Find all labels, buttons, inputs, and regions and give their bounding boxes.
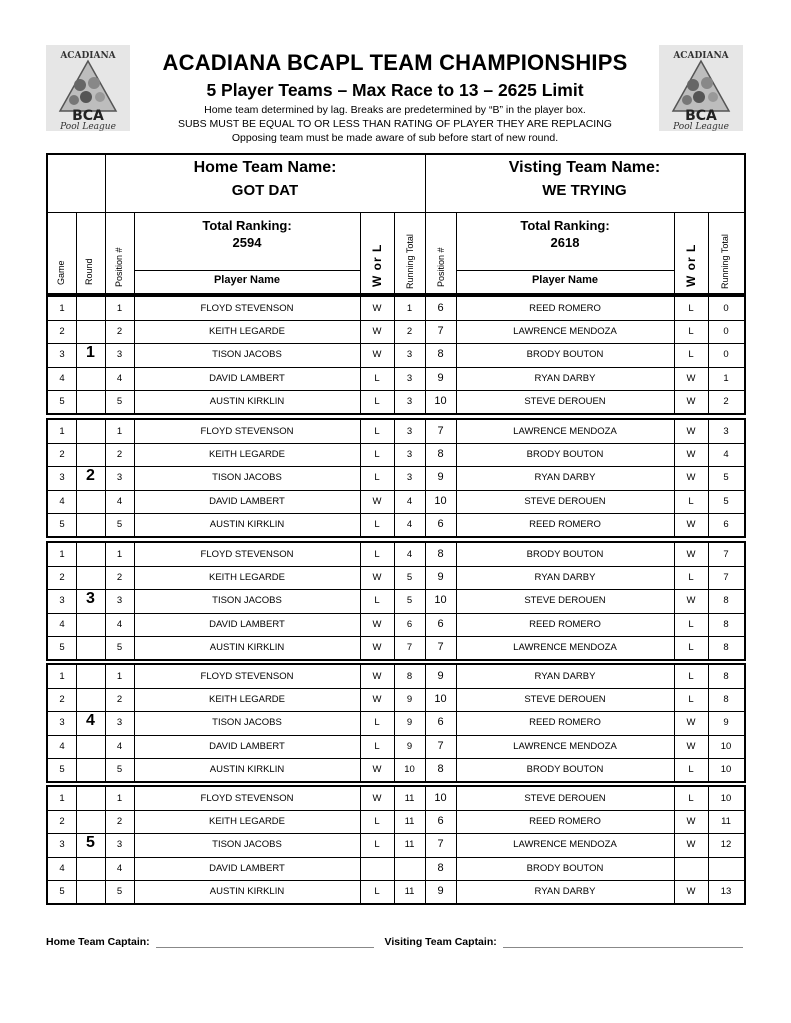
visiting-captain-label: Visiting Team Captain: xyxy=(384,936,497,948)
cell-vname: STEVE DEROUEN xyxy=(524,595,606,607)
cell-hwl: L xyxy=(374,885,380,897)
visiting-captain-signature-line[interactable] xyxy=(503,947,743,948)
cell-game: 3 xyxy=(59,472,65,484)
cell-vwl: L xyxy=(688,763,694,775)
cell-hwl: W xyxy=(372,303,382,314)
cell-vname: BRODY BOUTON xyxy=(526,449,604,461)
cell-vwl: L xyxy=(688,618,694,630)
table-row xyxy=(48,466,744,489)
cell-vp: 7 xyxy=(437,425,444,437)
cell-hrt: 7 xyxy=(406,641,413,653)
cell-hname: FLOYD STEVENSON xyxy=(200,303,294,314)
cell-hp: 4 xyxy=(116,862,123,874)
cell-vname: BRODY BOUTON xyxy=(526,349,604,361)
cell-vp: 8 xyxy=(437,548,444,560)
cell-vname: LAWRENCE MENDOZA xyxy=(513,326,617,338)
home-captain-label: Home Team Captain: xyxy=(46,936,150,948)
cell-hp: 5 xyxy=(116,518,123,530)
cell-hrt: 11 xyxy=(404,816,415,828)
cell-hwl: L xyxy=(374,395,380,407)
cell-hname: DAVID LAMBERT xyxy=(209,495,285,507)
cell-hname: FLOYD STEVENSON xyxy=(200,793,294,804)
cell-vp: 10 xyxy=(434,394,447,407)
cell-game: 5 xyxy=(59,641,65,653)
cell-vp: 9 xyxy=(437,371,444,384)
cell-vwl: L xyxy=(688,349,694,361)
cell-hwl: L xyxy=(374,595,380,607)
cell-vname: RYAN DARBY xyxy=(534,885,596,897)
col-header-position-home: Position # xyxy=(114,247,124,287)
cell-vwl: W xyxy=(686,839,696,851)
cell-vrt: 8 xyxy=(723,694,729,706)
table-row xyxy=(48,490,744,513)
cell-vp: 8 xyxy=(437,448,444,461)
cell-hp: 5 xyxy=(116,885,123,897)
cell-hp: 3 xyxy=(116,349,123,361)
bca-logo-left xyxy=(46,45,130,131)
cell-hwl: W xyxy=(372,618,382,630)
cell-vp: 6 xyxy=(437,517,444,530)
cell-vrt: 4 xyxy=(723,449,729,461)
home-team-label: Home Team Name: xyxy=(193,159,337,176)
rule-note-1: Home team determined by lag. Breaks are predetermined by “B” in the player box. xyxy=(204,104,586,116)
cell-vrt: 8 xyxy=(723,618,729,630)
cell-hname: KEITH LEGARDE xyxy=(208,326,286,338)
cell-vwl: W xyxy=(686,395,696,407)
cell-hrt: 11 xyxy=(404,885,415,897)
cell-hp: 2 xyxy=(116,572,123,584)
page-title: ACADIANA BCAPL TEAM CHAMPIONSHIPS xyxy=(162,50,628,75)
cell-vname: RYAN DARBY xyxy=(534,572,596,584)
cell-hwl: W xyxy=(372,694,382,706)
cell-hwl: W xyxy=(372,349,382,361)
cell-vp: 8 xyxy=(437,861,444,874)
cell-hname: KEITH LEGARDE xyxy=(208,449,286,461)
cell-hrt: 3 xyxy=(406,372,413,384)
cell-vrt: 0 xyxy=(723,303,729,314)
cell-vwl: W xyxy=(686,885,696,897)
cell-game: 4 xyxy=(59,740,65,752)
cell-vp: 10 xyxy=(434,594,447,607)
round-block xyxy=(46,785,746,905)
home-team-name: GOT DAT xyxy=(231,182,299,199)
cell-vp: 10 xyxy=(434,792,447,804)
cell-hp: 3 xyxy=(116,717,123,729)
cell-hrt: 11 xyxy=(404,793,415,804)
cell-vrt: 2 xyxy=(723,395,729,407)
cell-hname: AUSTIN KIRKLIN xyxy=(209,395,285,407)
cell-hname: TISON JACOBS xyxy=(212,349,282,361)
cell-game: 2 xyxy=(59,816,65,828)
cell-hp: 1 xyxy=(116,671,123,682)
cell-vwl: L xyxy=(688,694,694,706)
cell-vwl: W xyxy=(686,595,696,607)
cell-vrt: 5 xyxy=(723,472,729,484)
cell-hp: 3 xyxy=(116,839,123,851)
table-row xyxy=(48,688,744,711)
table-row xyxy=(48,613,744,636)
cell-hname: KEITH LEGARDE xyxy=(208,572,286,584)
cell-hrt: 4 xyxy=(406,495,413,507)
cell-hwl: L xyxy=(374,717,380,729)
table-row xyxy=(48,513,744,536)
cell-vwl: W xyxy=(686,472,696,484)
rule-note-2: SUBS MUST BE EQUAL TO OR LESS THAN RATING OF PLAYER THEY ARE REPLACING xyxy=(178,118,612,130)
cell-vrt: 11 xyxy=(721,816,731,828)
cell-vwl: L xyxy=(688,641,694,653)
table-row xyxy=(48,589,744,612)
col-header-round: Round xyxy=(84,258,94,285)
cell-vwl: L xyxy=(688,793,694,804)
cell-hname: TISON JACOBS xyxy=(212,839,282,851)
logo-text-top: ACADIANA xyxy=(60,51,116,61)
cell-vname: STEVE DEROUEN xyxy=(524,694,606,706)
cell-hname: KEITH LEGARDE xyxy=(208,694,286,706)
col-header-position-visit: Position # xyxy=(436,247,446,287)
cell-game: 3 xyxy=(59,839,65,851)
cell-vwl: W xyxy=(686,549,696,560)
cell-vrt: 0 xyxy=(723,349,729,361)
cell-hwl: W xyxy=(372,495,382,507)
cell-vrt: 3 xyxy=(723,426,729,437)
cell-vrt: 8 xyxy=(723,595,729,607)
cell-hp: 1 xyxy=(116,549,123,560)
cell-hrt: 9 xyxy=(406,694,413,706)
cell-hwl: L xyxy=(374,518,380,530)
cell-hrt: 11 xyxy=(404,839,415,851)
cell-game: 1 xyxy=(59,549,65,560)
cell-hwl: L xyxy=(374,549,380,560)
cell-hwl: L xyxy=(374,372,380,384)
cell-vwl: W xyxy=(686,372,696,384)
cell-vp: 9 xyxy=(437,884,444,897)
round-block xyxy=(46,418,746,538)
cell-hrt: 3 xyxy=(406,395,413,407)
cell-hwl: L xyxy=(374,839,380,851)
cell-vwl: W xyxy=(686,426,696,437)
cell-game: 2 xyxy=(59,449,65,461)
visit-wl-header: W or L xyxy=(684,243,698,287)
cell-hrt: 2 xyxy=(406,326,413,338)
cell-hp: 1 xyxy=(116,793,123,804)
cell-hname: AUSTIN KIRKLIN xyxy=(209,518,285,530)
round-number: 4 xyxy=(86,712,95,729)
cell-hname: DAVID LAMBERT xyxy=(209,862,285,874)
cell-hname: DAVID LAMBERT xyxy=(209,618,285,630)
cell-game: 4 xyxy=(59,862,65,874)
home-total-ranking: 2594 xyxy=(232,235,262,250)
cell-vp: 9 xyxy=(437,571,444,584)
cell-hwl: L xyxy=(374,816,380,828)
cell-hname: TISON JACOBS xyxy=(212,595,282,607)
cell-vwl: L xyxy=(688,671,694,682)
cell-game: 2 xyxy=(59,572,65,584)
cell-vwl: L xyxy=(688,326,694,338)
cell-game: 3 xyxy=(59,349,65,361)
home-total-ranking-label: Total Ranking: xyxy=(202,218,292,233)
cell-hwl: L xyxy=(374,472,380,484)
cell-hp: 2 xyxy=(116,816,123,828)
cell-game: 2 xyxy=(59,326,65,338)
cell-vrt xyxy=(708,857,744,880)
table-row xyxy=(48,420,744,443)
cell-vrt: 10 xyxy=(720,740,732,752)
cell-hrt: 9 xyxy=(406,740,413,752)
cell-hp: 2 xyxy=(116,449,123,461)
cell-hrt xyxy=(394,857,425,880)
cell-vname: BRODY BOUTON xyxy=(526,862,604,874)
logo-text-bottom: Pool League xyxy=(60,122,116,131)
cell-vname: RYAN DARBY xyxy=(534,671,596,682)
table-row xyxy=(48,711,744,734)
visit-total-ranking: 2618 xyxy=(550,235,580,250)
cell-vname: REED ROMERO xyxy=(529,303,601,314)
cell-vname: BRODY BOUTON xyxy=(526,549,604,560)
cell-vwl: W xyxy=(686,518,696,530)
cell-hp: 3 xyxy=(116,472,123,484)
cell-vrt: 12 xyxy=(720,839,732,851)
cell-hrt: 9 xyxy=(406,717,413,729)
rule-note-3: Opposing team must be made aware of sub before start of new round. xyxy=(231,132,559,144)
logo-text-mid: BCA xyxy=(72,108,104,124)
cell-hwl: W xyxy=(372,793,382,804)
cell-vname: RYAN DARBY xyxy=(534,372,596,384)
cell-hwl: W xyxy=(372,763,382,775)
round-block xyxy=(46,541,746,661)
logo-text-top: ACADIANA xyxy=(673,51,729,61)
score-sheet-header xyxy=(46,153,746,295)
cell-game: 1 xyxy=(59,793,65,804)
cell-hname: FLOYD STEVENSON xyxy=(200,549,294,560)
cell-hrt: 4 xyxy=(406,549,413,560)
table-row xyxy=(48,833,744,856)
table-row xyxy=(48,880,744,903)
cell-vname: LAWRENCE MENDOZA xyxy=(513,740,617,752)
cell-vp: 6 xyxy=(437,815,444,828)
table-row xyxy=(48,343,744,366)
cell-game: 3 xyxy=(59,717,65,729)
cell-hrt: 8 xyxy=(406,671,413,682)
table-row xyxy=(48,390,744,413)
table-row xyxy=(48,320,744,343)
cell-hrt: 5 xyxy=(406,572,413,584)
round-number: 3 xyxy=(86,590,95,607)
cell-vrt: 7 xyxy=(723,572,729,584)
cell-hrt: 3 xyxy=(406,349,413,361)
cell-hname: FLOYD STEVENSON xyxy=(200,671,294,682)
cell-hp: 4 xyxy=(116,372,123,384)
cell-vwl: W xyxy=(686,717,696,729)
cell-hwl: L xyxy=(374,449,380,461)
cell-vwl xyxy=(674,857,708,880)
cell-hname: DAVID LAMBERT xyxy=(209,740,285,752)
cell-vwl: W xyxy=(686,449,696,461)
cell-game: 1 xyxy=(59,426,65,437)
table-row xyxy=(48,787,744,810)
cell-hp: 3 xyxy=(116,595,123,607)
cell-vname: STEVE DEROUEN xyxy=(524,395,606,407)
cell-hname: KEITH LEGARDE xyxy=(208,816,286,828)
logo-text-mid: BCA xyxy=(685,108,717,124)
visit-player-name-header: Player Name xyxy=(531,274,599,286)
cell-vrt: 6 xyxy=(723,518,729,530)
cell-hname: AUSTIN KIRKLIN xyxy=(209,641,285,653)
cell-hp: 1 xyxy=(116,303,123,314)
cell-hwl: W xyxy=(372,641,382,653)
visiting-team-name: WE TRYING xyxy=(542,182,627,199)
cell-vname: RYAN DARBY xyxy=(534,472,596,484)
col-header-game: Game xyxy=(56,260,66,285)
cell-vp: 7 xyxy=(437,739,444,752)
cell-vrt: 9 xyxy=(723,717,729,729)
cell-vp: 7 xyxy=(437,640,444,653)
visiting-team-label: Visting Team Name: xyxy=(508,159,661,176)
round-number: 1 xyxy=(86,344,95,361)
cell-game: 4 xyxy=(59,372,65,384)
cell-hrt: 10 xyxy=(404,763,415,775)
cell-hp: 2 xyxy=(116,326,123,338)
cell-hp: 4 xyxy=(116,495,123,507)
cell-vname: REED ROMERO xyxy=(529,618,601,630)
cell-vrt: 8 xyxy=(723,671,729,682)
table-row xyxy=(48,857,744,880)
cell-hwl xyxy=(360,857,394,880)
cell-vwl: W xyxy=(686,816,696,828)
cell-game: 4 xyxy=(59,618,65,630)
cell-vwl: L xyxy=(688,303,694,314)
cell-vp: 9 xyxy=(437,471,444,484)
cell-vp: 10 xyxy=(434,494,447,507)
cell-vrt: 1 xyxy=(723,372,729,384)
cell-hwl: L xyxy=(374,426,380,437)
table-row xyxy=(48,543,744,566)
cell-vwl: L xyxy=(688,572,694,584)
table-row xyxy=(48,566,744,589)
cell-vname: REED ROMERO xyxy=(529,717,601,729)
visit-running-total-header: Running Total xyxy=(720,234,730,289)
cell-hwl: W xyxy=(372,572,382,584)
table-row xyxy=(48,297,744,320)
cell-vwl: L xyxy=(688,495,694,507)
cell-game: 5 xyxy=(59,518,65,530)
cell-hp: 4 xyxy=(116,740,123,752)
cell-vrt: 7 xyxy=(723,549,729,560)
cell-game: 5 xyxy=(59,763,65,775)
cell-vrt: 13 xyxy=(720,885,732,897)
cell-vname: LAWRENCE MENDOZA xyxy=(513,641,617,653)
cell-hrt: 6 xyxy=(406,618,413,630)
cell-game: 1 xyxy=(59,671,65,682)
table-row xyxy=(48,758,744,781)
table-row xyxy=(48,665,744,688)
cell-game: 1 xyxy=(59,303,65,314)
cell-vname: REED ROMERO xyxy=(529,816,601,828)
cell-hname: TISON JACOBS xyxy=(212,472,282,484)
round-block xyxy=(46,295,746,415)
cell-vname: REED ROMERO xyxy=(529,518,601,530)
captains-footer xyxy=(46,936,746,948)
round-number: 5 xyxy=(86,834,95,851)
cell-hname: TISON JACOBS xyxy=(212,717,282,729)
cell-vp: 10 xyxy=(434,693,447,706)
home-player-name-header: Player Name xyxy=(213,274,281,286)
cell-vp: 6 xyxy=(437,617,444,630)
cell-hwl: L xyxy=(374,740,380,752)
cell-vwl: W xyxy=(686,740,696,752)
cell-vname: LAWRENCE MENDOZA xyxy=(513,426,617,437)
cell-hrt: 3 xyxy=(406,449,413,461)
home-wl-header: W or L xyxy=(370,243,384,287)
cell-hrt: 1 xyxy=(406,303,413,314)
cell-vp: 8 xyxy=(437,348,444,361)
table-row xyxy=(48,367,744,390)
home-captain-signature-line[interactable] xyxy=(156,947,374,948)
home-running-total-header: Running Total xyxy=(405,234,415,289)
cell-vp: 7 xyxy=(437,325,444,338)
cell-hrt: 4 xyxy=(406,518,413,530)
cell-hname: FLOYD STEVENSON xyxy=(200,426,294,437)
cell-hrt: 3 xyxy=(406,472,413,484)
cell-game: 5 xyxy=(59,395,65,407)
cell-hp: 5 xyxy=(116,641,123,653)
logo-text-bottom: Pool League xyxy=(673,122,729,131)
cell-hrt: 3 xyxy=(406,426,413,437)
bca-logo-right xyxy=(659,45,743,131)
table-row xyxy=(48,735,744,758)
cell-game: 5 xyxy=(59,885,65,897)
table-row xyxy=(48,636,744,659)
cell-hwl: W xyxy=(372,671,382,682)
cell-hp: 4 xyxy=(116,618,123,630)
cell-game: 2 xyxy=(59,694,65,706)
cell-vrt: 10 xyxy=(720,793,732,804)
cell-hp: 5 xyxy=(116,763,123,775)
cell-vrt: 0 xyxy=(723,326,729,338)
cell-vp: 9 xyxy=(437,670,444,682)
cell-vp: 7 xyxy=(437,838,444,851)
round-block xyxy=(46,663,746,783)
cell-vname: STEVE DEROUEN xyxy=(524,793,606,804)
page-subtitle: 5 Player Teams – Max Race to 13 – 2625 Limit xyxy=(206,80,584,100)
cell-hp: 5 xyxy=(116,395,123,407)
cell-vname: STEVE DEROUEN xyxy=(524,495,606,507)
cell-hrt: 5 xyxy=(406,595,413,607)
cell-hname: AUSTIN KIRKLIN xyxy=(209,885,285,897)
cell-hp: 2 xyxy=(116,694,123,706)
cell-vp: 6 xyxy=(437,302,444,314)
round-number: 2 xyxy=(86,467,95,484)
cell-game: 4 xyxy=(59,495,65,507)
cell-hname: DAVID LAMBERT xyxy=(209,372,285,384)
cell-vp: 6 xyxy=(437,716,444,729)
visit-total-ranking-label: Total Ranking: xyxy=(520,218,610,233)
cell-game: 3 xyxy=(59,595,65,607)
table-row xyxy=(48,810,744,833)
cell-vp: 8 xyxy=(437,762,444,775)
cell-vrt: 8 xyxy=(723,641,729,653)
table-row xyxy=(48,443,744,466)
cell-vrt: 10 xyxy=(720,763,732,775)
cell-vrt: 5 xyxy=(723,495,729,507)
cell-hwl: W xyxy=(372,326,382,338)
cell-vname: BRODY BOUTON xyxy=(526,763,604,775)
cell-vname: LAWRENCE MENDOZA xyxy=(513,839,617,851)
cell-hname: AUSTIN KIRKLIN xyxy=(209,763,285,775)
cell-hp: 1 xyxy=(116,426,123,437)
